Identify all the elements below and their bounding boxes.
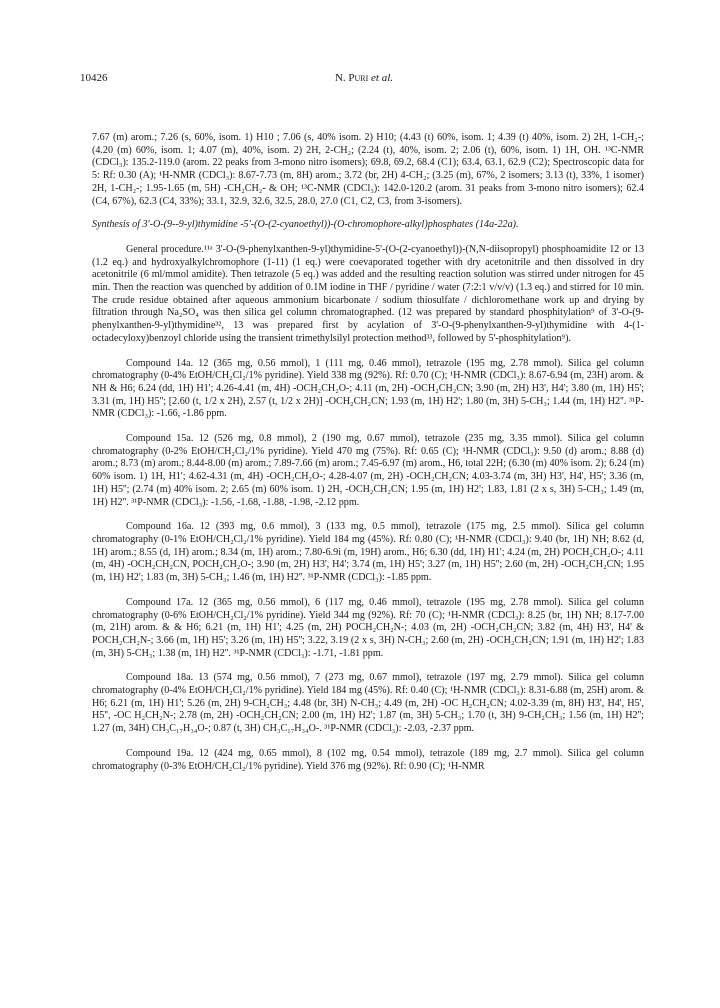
paragraph-continued-nmr-data: 7.67 (m) arom.; 7.26 (s, 60%, isom. 1) H10 ; 7.06 (s, 40% isom. 2) H10; (4.43 (t) 60%, isom. 1; 4.39 (t) 40%, isom. 2) 2H, 1-CH₂-; (4.20 (m) 60%, isom. 1; 4.07 (m), 40%, isom. 2) 2H, 2-CH₂; (2.24 (t), 40%, isom. 2; 2.06 (t), 60%, isom. 1) 1H, OH. ¹³C-NMR (CDCl₃): 135.2-119.0 (arom. 22 peaks from 3-mono nitro isomers); 69.8, 69.2, 68.4 (C1); 63.4, 63.1, 62.9 (C2); Spectroscopic data for 5: Rf: 0.30 (A); ¹H-NMR (CDCl₃): 8.67-7.73 (m, 8H) arom.; 3.72 (br, 2H) 4-CH₂; (3.25 (m), 67%, 2 isomers; 3.13 (t), 33%, 1 isomer) 2H, 1-CH₂-; 1.95-1.65 (m, 5H) -CH₂CH₂- & OH; ¹³C-NMR (CDCl₃): 142.0-120.2 (arom. 31 peaks from 3-mono nitro isomers); 62.4 (C4, 67%), 62.3 (C4, 33%); 33.1, 32.9, 32.6, 32.5, 28.0, 27.0 (C1, C2, C3, from 3-isomers). [92,132,644,207]
paragraph-general-procedure: General procedure.¹¹ᵃ 3'-O-(9-phenylxanthen-9-yl)thymidine-5'-(O-(2-cyanoethyl))-(N,N-diisopropyl) phosphoamidite 12 or 13 (1.2 eq.) and hydroxyalkylchromophore (1-11) (1 eq.) were coevaporated together with dry acetonitrile and then dissolved in dry acetonitrile (6 ml/mmol amidite). Then tetrazole (5 eq.) was added and the resulting reaction solution was stirred under nitrogen for 45 min. Then the reaction was quenched by addition of 0.1M iodine in THF / pyridine / water (7:2:1 v/v/v) (1.3 eq.) and stirred for 10 min. The crude residue obtained after aqueous ammonium bicarbonate / sodium thiosulfate / dichloromethane work up and drying by filtration through Na₂SO₄ was then silica gel column chromatographed. (12 was prepared by standard phosphitylation⁹ of 3'-O-(9-phenylxanthen-9-yl)thymidine³², 13 was prepared first by acylation of 3'-O-(9-phenylxanthen-9-yl)thymidine with 4-(1-octadecyloxy)benzoyl chloride using the transient trimethylsilyl protection method³³, followed by 5'-phosphitylation⁹). [92,243,644,344]
running-head [80,72,648,84]
paragraph-compound-17a: Compound 17a. 12 (365 mg, 0.56 mmol), 6 (117 mg, 0.46 mmol), tetrazole (195 mg, 2.78 mmol). Silica gel column chromatography (0-6% EtOH/CH₂Cl₂/1% pyridine). Yield 344 mg (92%). Rf: 70 (C); ¹H-NMR (CDCl₃): 8.25 (br, 1H) NH; 8.17-7.00 (m, 21H) arom. & & H6; 6.21 (m, 1H) H1'; 4.25 (m, 2H) POCH₂CH₂N-; 4.03 (m, 2H) -OCH₂CH₂CN; 3.82 (m, 4H) H3', H4' & POCH₂CH₂N-; 3.66 (m, 1H) H5'; 3.26 (m, 1H) H5''; 3.22, 3.19 (2 x s, 3H) N-CH₃; 2.60 (m, 2H) -OCH₂CH₂CN; 1.91 (m, 1H) H2'; 1.83 (m, 3H) 5-CH₃; 1.38 (m, 1H) H2''. ³¹P-NMR (CDCl₃): -1.71, -1.81 ppm. [92,596,644,659]
paragraph-compound-16a: Compound 16a. 12 (393 mg, 0.6 mmol), 3 (133 mg, 0.5 mmol), tetrazole (175 mg, 2.5 mmol). Silica gel column chromatography (0-1% EtOH/CH₂Cl₂/1% pyridine). Yield 184 mg (45%). Rf: 0.80 (C); ¹H-NMR (CDCl₃): 9.40 (br, 1H) NH; 8.62 (d, 1H) arom.; 8.55 (d, 1H) arom.; 8.34 (m, 1H) arom.; 7.80-6.9i (m, 19H) arom., H6; 6.30 (dd, 1H) H1'; 4.24 (m, 2H) POCH₂CH₂O-; 4.11 (m, 4H) -OCH₂CH₂CN, POCH₂CH₂O-; 3.90 (m, 2H) H3', H4'; 3.74 (m, 1H) H5'; 3.27 (m, 1H) H5''; 2.60 (m, 2H) -OCH₂CH₂CN; 1.95 (m, 1H) H2'; 1.83 (m, 3H) 5-CH₃; 1.46 (m, 1H) H2''. ³¹P-NMR (CDCl₃): -1.85 ppm. [92,521,644,584]
paragraph-compound-14a: Compound 14a. 12 (365 mg, 0.56 mmol), 1 (111 mg, 0.46 mmol), tetrazole (195 mg, 2.78 mmol). Silica gel column chromatography (0-4% EtOH/CH₂Cl₂/1% pyridine). Yield 338 mg (92%). Rf: 0.70 (C); ¹H-NMR (CDCl₃): 8.67-6.94 (m, 23H) arom. & NH & H6; 6.24 (dd, 1H) H1'; 4.26-4.41 (m, 4H) -OCH₂CH₂O-; 4.11 (m, 2H) -OCH₂CH₂CN; 3.90 (m, 2H) H3', H4'; 3.80 (m, 1H) H5'; 3.31 (m, 1H) H5''; [2.60 (t, 1/2 x 2H), 2.57 (t, 1/2 x 2H)] -OCH₂CH₂CN; 1.93 (m, 1H) H2'; 1.80 (m, 3H) 5-CH₃; 1.44 (m, 1H) H2''. ³¹P-NMR (CDCl₃): -1.66, -1.86 ppm. [92,357,644,420]
body-text [92,132,644,785]
author-surname: Puri [348,72,369,84]
author-etal: et al. [371,72,394,84]
page-header [80,72,648,88]
section-heading: Synthesis of 3'-O-(9--9-yl)thymidine -5'-(O-(2-cyanoethyl))-(O-chromophore-alkyl)phosphates (14a-22a). [92,219,519,231]
paragraph-compound-19a: Compound 19a. 12 (424 mg, 0.65 mmol), 8 (102 mg, 0.54 mmol), tetrazole (189 mg, 2.7 mmol). Silica gel column chromatography (0-3% EtOH/CH₂Cl₂/1% pyridine). Yield 376 mg (92%). Rf: 0.90 (C); ¹H-NMR [92,747,644,772]
paragraph-compound-15a: Compound 15a. 12 (526 mg, 0.8 mmol), 2 (190 mg, 0.67 mmol), tetrazole (235 mg, 3.35 mmol). Silica gel column chromatography (0-2% EtOH/CH₂Cl₂/1% pyridine). Yield 470 mg (75%). Rf: 0.65 (C); ¹H-NMR (CDCl₃): 9.50 (d) arom.; 8.88 (d) arom.; 8.73 (m) arom.; 8.44-8.00 (m) arom.; 7.89-7.66 (m) arom.; 7.45-6.97 (m) arom., H6, total 22H; (6.30 (m) 40% isom. 2); 6.24 (m) 60% isom. 1) 1H, H1'; 4.62-4.31 (m, 4H) -OCH₂CH₂O-; 4.28-4.07 (m, 2H) -OCH₂CH₂CN; 4.03-3.74 (m, 3H) H3', H4', H5'; 3.36 (m, 1H) H5''; (2.74 (m) 40% isom. 2; 2.65 (m) 60% isom. 1) 2H, -OCH₂CH₂CN; 1.95 (m, 1H) H2'; 1.83, 1.81 (2 x s, 3H) 5-CH₃; 1.49 (m, 1H) H2''. ³¹P-NMR (CDCl₃): -1.56, -1.68, -1.88, -1.98, -2.12 ppm. [92,433,644,508]
paragraph-compound-18a: Compound 18a. 13 (574 mg, 0.56 mmol), 7 (273 mg, 0.67 mmol), tetrazole (197 mg, 2.79 mmol). Silica gel column chromatography (0-4% EtOH/CH₂Cl₂/1% pyridine). Yield 184 mg (45%). Rf: 0.40 (C); ¹H-NMR (CDCl₃): 8.31-6.88 (m, 25H) arom. & H6; 6.21 (m, 1H) H1'; 5.26 (m, 2H) 9-CH₂CH₃; 4.48 (br, 3H) N-CH₃; 4.49 (m, 2H) -OC H₂CH₂CN; 4.02-3.39 (m, 8H) H3', H4', H5', H5'', -OC H₂CH₂N-; 2.78 (m, 2H) -OCH₂CH₂CN; 2.00 (m, 1H) H2'; 1.87 (m, 3H) 5-CH₃; 1.70 (t, 3H) 9-CH₂CH₃; 1.56 (m, 1H) H2''; 1.27 (m, 34H) CH₃C₁₇H₃₄O-; 0.87 (t, 3H) CH₃C₁₇H₃₄O-. ³¹P-NMR (CDCl₃): -2.03, -2.37 ppm. [92,672,644,735]
author-initial: N. [334,72,346,84]
page-number: 10426 [80,72,108,84]
